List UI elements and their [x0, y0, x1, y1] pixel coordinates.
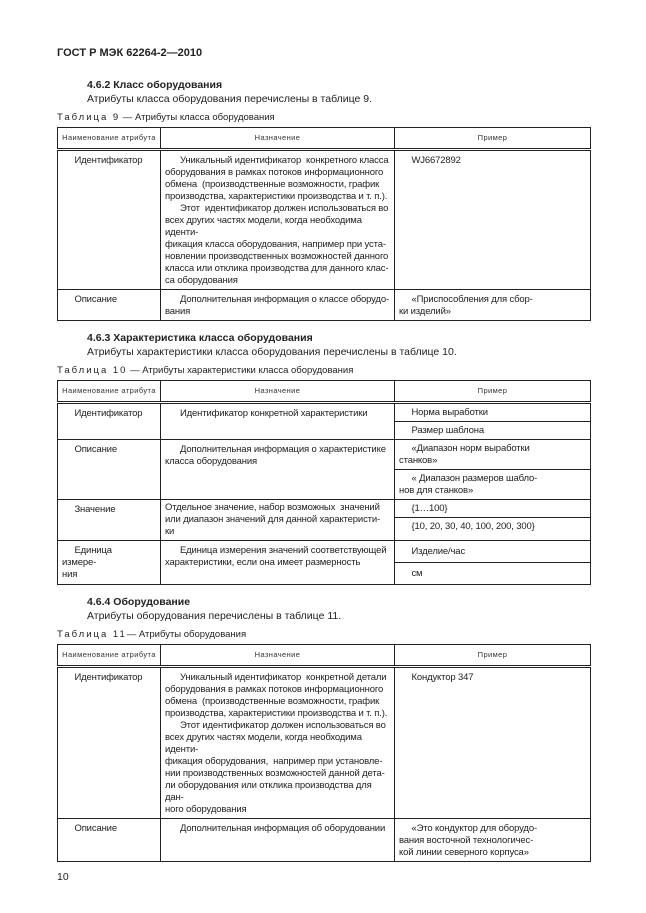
col-header-example: Пример: [395, 645, 591, 667]
col-header-name: Наименование атрибута: [58, 381, 161, 403]
section-para-464: Атрибуты оборудования перечислены в таблице 11.: [87, 610, 342, 622]
table-row: [58, 403, 591, 440]
col-header-example: Пример: [395, 128, 591, 150]
section-heading-464: 4.6.4 Оборудование: [87, 596, 191, 608]
caption-label: Таблица 11: [57, 629, 127, 640]
table-caption-9: [57, 112, 589, 124]
table-9: [57, 127, 591, 321]
attr-example: Норма выработки: [399, 407, 488, 418]
table-header-row: [58, 645, 591, 667]
attr-example: см: [395, 562, 590, 584]
caption-text: — Атрибуты характеристики класса оборудования: [127, 365, 354, 376]
table-caption-10: [57, 365, 589, 377]
attr-example: Размер шаблона: [395, 421, 590, 439]
attr-name: Идентификатор: [62, 672, 143, 683]
attr-name: Описание: [62, 294, 117, 305]
caption-text: — Атрибуты класса оборудования: [120, 112, 275, 123]
attr-example: «Это кондуктор для оборудо- вания восточной технологичес- кой линии северного корпуса»: [399, 823, 537, 858]
attr-name: Значение: [62, 504, 116, 515]
attr-purpose: Идентификатор конкретной характеристики: [165, 408, 368, 419]
col-header-purpose: Назначение: [161, 645, 395, 667]
attr-example: {1…100}: [399, 503, 448, 514]
attr-example: «Приспособления для сбор- ки изделий»: [399, 294, 533, 317]
caption-label: Таблица 9: [57, 112, 121, 123]
attr-name: Единица измере- ния: [62, 545, 112, 580]
table-row: [58, 541, 591, 585]
attr-purpose: Дополнительная информация о классе оборудо- вания: [165, 294, 389, 317]
table-row: [58, 290, 591, 321]
attr-example: WJ6672892: [399, 155, 461, 166]
attr-name: Описание: [62, 823, 117, 834]
col-header-example: Пример: [395, 381, 591, 403]
table-row: [58, 819, 591, 862]
table-header-row: [58, 128, 591, 150]
table-11: [57, 644, 591, 862]
attr-purpose: Уникальный идентификатор конкретной детали оборудования в рамках потоков информационного обмена (производственные возможности, график производства, характеристики производства и т. п.). Этот идентификатор должен использоваться во всех других частях модели, когда необходима иденти- фикация оборудования, например при установле- нии производственных возможностей данной дета- ли оборудования или отклика производства для дан- ного оборудования: [165, 672, 388, 815]
attr-purpose: Уникальный идентификатор конкретного класса оборудования в рамках потоков информационного обмена (производственные возможности, график производства, характеристики производства и т. п.). Этот идентификатор должен использоваться во всех других частях модели, когда необходима иденти- фикация класса оборудования, например при уста- новлении производственных возможностей данного класса или отклика производства для данного клас- са оборудования: [165, 155, 389, 286]
table-row: [58, 500, 591, 541]
attr-example: «Диапазон норм выработки станков»: [399, 443, 530, 466]
col-header-name: Наименование атрибута: [58, 645, 161, 667]
section-heading-463: 4.6.3 Характеристика класса оборудования: [87, 332, 313, 344]
section-para-462: Атрибуты класса оборудования перечислены в таблице 9.: [87, 93, 373, 105]
attr-example: Кондуктор 347: [399, 672, 474, 683]
col-header-purpose: Назначение: [161, 381, 395, 403]
table-row: [58, 667, 591, 819]
attr-name: Идентификатор: [62, 408, 143, 419]
attr-purpose: Дополнительная информация об оборудовании: [165, 823, 386, 834]
table-row: [58, 440, 591, 500]
attr-example: Изделие/час: [399, 546, 466, 557]
table-caption-11: [57, 629, 589, 641]
document-header: ГОСТ Р МЭК 62264-2—2010: [57, 47, 203, 59]
attr-purpose: Дополнительная информация о характеристике класса оборудования: [165, 444, 386, 467]
section-para-463: Атрибуты характеристики класса оборудования перечислены в таблице 10.: [87, 346, 457, 358]
col-header-name: Наименование атрибута: [58, 128, 161, 150]
attr-name: Описание: [62, 444, 117, 455]
table-header-row: [58, 381, 591, 403]
attr-purpose: Единица измерения значений соответствующей характеристики, если она имеет размерность: [165, 545, 387, 568]
caption-text: — Атрибуты оборудования: [126, 629, 247, 640]
section-heading-462: 4.6.2 Класс оборудования: [87, 79, 223, 91]
table-10: [57, 380, 591, 585]
attr-example: {10, 20, 30, 40, 100, 200, 300}: [395, 517, 590, 535]
page-number: 10: [57, 871, 69, 883]
col-header-purpose: Назначение: [161, 128, 395, 150]
caption-label: Таблица 10: [57, 365, 128, 376]
table-row: [58, 150, 591, 290]
attr-name: Идентификатор: [62, 155, 143, 166]
attr-example: « Диапазон размеров шабло- нов для станков»: [395, 469, 590, 499]
attr-purpose: Отдельное значение, набор возможных значений или диапазон значений для данной характеристи- ки: [165, 502, 381, 537]
